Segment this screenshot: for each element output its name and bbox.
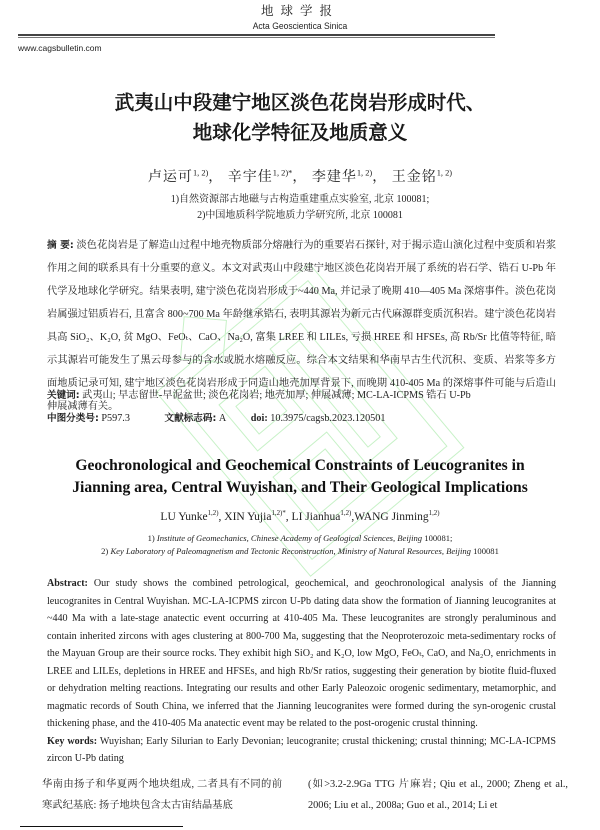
- cn-authors: [0, 166, 600, 186]
- affil-text: Institute of Geomechanics, Chinese Academy of Geological Sciences, Beijing: [156, 533, 423, 543]
- author-affil-sup: 1, 2): [192, 168, 209, 178]
- cn-meta: [47, 384, 556, 430]
- cn-keywords-label: 关键词:: [47, 390, 80, 401]
- author-affil-sup: 1,2): [428, 510, 440, 517]
- header-rule-thin: [18, 37, 495, 38]
- author-name: XIN Yujia: [224, 510, 272, 523]
- author-affil-sup: 1,2): [340, 510, 352, 517]
- journal-name-en: Acta Geoscientica Sinica: [252, 21, 348, 32]
- en-abstract-label: Abstract:: [47, 578, 88, 589]
- author-sep: ，: [208, 170, 224, 185]
- cn-keywords-text: 武夷山; 早志留世-早泥盆世; 淡色花岗岩; 地壳加厚; 伸展减薄; MC-LA-ICPMS 锆石 U-Pb: [82, 390, 471, 401]
- author-name: 李建华: [311, 170, 357, 185]
- en-affiliations: [0, 532, 600, 558]
- cn-title-line: 武夷山中段建宁地区淡色花岗岩形成时代、: [114, 91, 486, 114]
- cn-keywords: [47, 384, 556, 407]
- cn-classification: [47, 407, 556, 430]
- affil-text: Key Laboratory of Paleomagnetism and Tectonic Reconstruction, Ministry of Natural Resources, Beijing: [110, 546, 471, 556]
- affiliation: [0, 532, 600, 545]
- en-title-line: Jianning area, Central Wuyishan, and Their Geological Implications: [72, 479, 528, 496]
- journal-header: [0, 4, 600, 33]
- body-paragraph: (如>3.2-2.9Ga TTG 片麻岩; Qiu et al., 2000; Zheng et al., 2006; Liu et al., 2008a; Guo et al., 2014; Li et: [308, 779, 568, 811]
- author-name: 辛宇佳: [227, 170, 273, 185]
- author-affil-sup: 1, 2)*: [272, 168, 293, 178]
- author-name: 王金铭: [391, 170, 437, 185]
- cn-title-line: 地球化学特征及地质意义: [192, 121, 408, 144]
- en-abstract: [47, 575, 556, 768]
- author-sep: ，: [372, 170, 388, 185]
- en-keywords-label: Key words:: [47, 735, 98, 747]
- journal-website-link[interactable]: www.cagsbulletin.com: [18, 43, 102, 53]
- doc-code-value: A: [218, 413, 227, 424]
- author-sep: ,: [285, 510, 292, 523]
- affil-postcode: 100081: [473, 546, 499, 556]
- en-authors: [0, 510, 600, 523]
- body-column-left: [20, 774, 282, 816]
- author-name: 卢运可: [147, 170, 193, 185]
- affiliation: [0, 545, 600, 558]
- clc-value: P597.3: [101, 413, 130, 424]
- en-title-line: Geochronological and Geochemical Constraints of Leucogranites in: [75, 457, 525, 474]
- doi-label: doi:: [250, 413, 268, 424]
- affil-num: 2): [101, 546, 109, 556]
- header-rule: [18, 34, 495, 36]
- cn-title: [0, 88, 600, 148]
- author-affil-sup: 1,2)*: [271, 510, 286, 517]
- doc-code-label: 文献标志码:: [164, 413, 217, 424]
- cn-abstract-text: 淡色花岗岩是了解造山过程中地壳物质部分熔融行为的重要岩石探针, 对于揭示造山演化过程中变质和岩浆作用之间的联系具有十分重要的意义。本文对武夷山中段建宁地区淡色花岗岩开展了系统的岩石学、锆石 U-Pb 年代学及地球化学研究。结果表明, 建宁淡色花岗岩形成于~440 Ma, 并记录了晚期 410—405 Ma 深熔事件。淡色花岗岩属强过铝质岩石, 且富含 800~700 Ma 年龄继承锆石, 表明其源岩为新元古代麻源群变质沉积岩。建宁淡色花岗岩具高 SiO₂、K₂O, 贫 MgO、FeOₜ、CaO、Na₂O, 富集 LREE 和 LILEs, 亏损 HREE 和 HFSEs, 高 Rb/Sr 比值等特征, 暗示其源岩可能发生了黑云母参与的含水或脱水熔融反应。综合本文结果和华南早古生代沉积、变质、岩浆等多方面地质记录可知, 建宁地区淡色花岗岩形成于同造山地壳加厚背景下, 而晚期 410-405 Ma 的深熔事件可能与后造山伸展减薄有关。: [47, 240, 557, 412]
- author-sep: ，: [292, 170, 308, 185]
- clc-label: 中图分类号:: [47, 413, 99, 424]
- author-name: LU Yunke: [160, 510, 208, 523]
- body-paragraph: 华南由扬子和华夏两个地块组成, 二者具有不同的前寒武纪基底: 扬子地块包含太古宙结晶基底: [42, 779, 282, 811]
- author-sep: ,: [351, 510, 355, 523]
- en-title: [0, 455, 600, 499]
- affil-num: 1): [147, 533, 155, 543]
- author-affil-sup: 1, 2): [436, 168, 453, 178]
- affiliation: 2)中国地质科学院地质力学研究所, 北京 100081: [197, 210, 403, 221]
- journal-name-cn: 地球学报: [260, 4, 339, 18]
- en-keywords-text: Wuyishan; Early Silurian to Early Devonian; leucogranite; crustal thickening; crustal thinning; MC-LA-ICPMS zircon U-Pb dating: [47, 735, 557, 764]
- body-column-right: [308, 774, 568, 816]
- author-sep: ,: [218, 510, 225, 523]
- cn-affiliations: [0, 192, 600, 224]
- affiliation: 1)自然资源部古地磁与古构造重建重点实验室, 北京 100081;: [170, 194, 430, 205]
- footnote-rule: [20, 826, 183, 827]
- cn-abstract-label: 摘 要:: [47, 240, 74, 251]
- author-name: WANG Jinming: [354, 510, 429, 523]
- affil-postcode: 100081;: [424, 533, 453, 543]
- en-abstract-text: Our study shows the combined petrological, geochemical, and geochronological analysis of the Jianning leucogranites in Central Wuyishan. MC-LA-ICPMS zircon U-Pb dating data show the formation of Jianning leucogranites at ~440 Ma with a late-stage anatectic event occurring at 410-405 Ma. These leucogranites are strongly peraluminous and contain inherited zircons with ages clustering at 800-700 Ma, suggesting that the Neoproterozoic meta-sedimentary rocks of the Mayuan Group are their source rocks. They exhibit high SiO₂ and K₂O, low MgO, FeOₜ, CaO, and Na₂O, enrichments in LREE and LILEs, depletions in HREE and HFSEs, and high Rb/Sr ratios, suggesting their generation by biotite fluid-fluxed or dehydration melting reactions. Integrating our results and other Early Paleozoic orogenic sedimentary, metamorphic, and magmatic records of South China, we inferred that the Jianning leucogranites were formed during the syn-orogenic crustal thickening phase, and the 410-405 Ma anatectic event may be related to the post-orogenic crustal thinning.: [47, 578, 556, 729]
- author-affil-sup: 1,2): [207, 510, 219, 517]
- author-name: LI Jianhua: [291, 510, 341, 523]
- doi-link[interactable]: 10.3975/cagsb.2023.120501: [270, 413, 386, 424]
- author-affil-sup: 1, 2): [356, 168, 373, 178]
